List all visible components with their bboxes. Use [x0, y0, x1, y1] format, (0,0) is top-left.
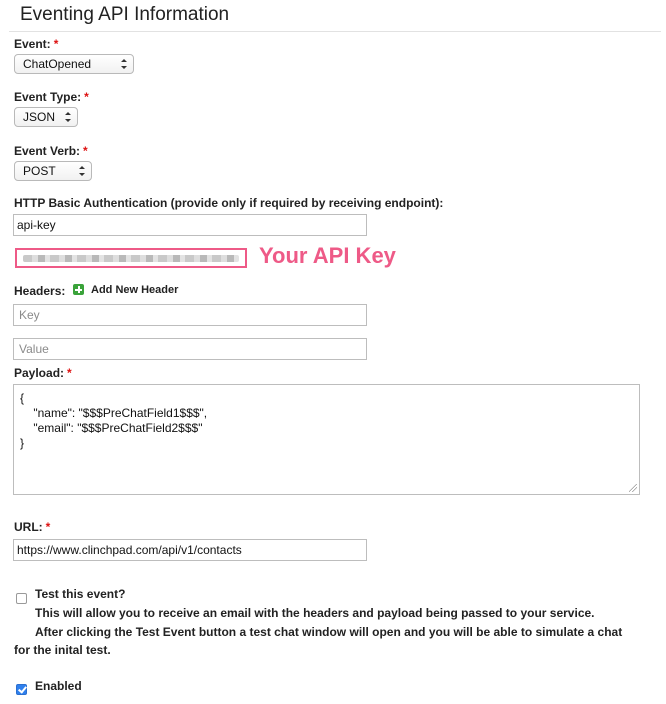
- enabled-label: Enabled: [35, 679, 82, 693]
- event-label: [14, 37, 58, 51]
- payload-line: "email": "$$$PreChatField2$$$": [20, 421, 203, 435]
- required-marker: *: [83, 144, 88, 158]
- header-key-input[interactable]: Key: [13, 304, 367, 326]
- test-event-description: for the inital test.: [14, 643, 111, 657]
- required-marker: *: [53, 37, 59, 51]
- payload-label-text: Payload:: [14, 366, 65, 380]
- api-key-annotation: Your API Key: [259, 243, 396, 268]
- required-marker: *: [84, 90, 89, 104]
- resize-grip-icon[interactable]: [629, 484, 637, 492]
- url-input[interactable]: https://www.clinchpad.com/api/v1/contacts: [13, 539, 367, 561]
- payload-line: "name": "$$$PreChatField1$$$",: [20, 406, 208, 420]
- section-title: Eventing API Information: [20, 4, 230, 25]
- url-label: [14, 520, 50, 534]
- select-arrows-icon: [64, 110, 72, 124]
- event-select-value: ChatOpened: [23, 57, 92, 71]
- event-type-label-text: Event Type:: [14, 90, 82, 104]
- payload-line: {: [20, 391, 25, 405]
- event-label-text: Event:: [14, 37, 51, 51]
- auth-label: HTTP Basic Authentication (provide only if required by receiving endpoint):: [14, 196, 444, 210]
- add-header-link[interactable]: Add New Header: [91, 284, 179, 296]
- payload-textarea[interactable]: [13, 384, 640, 495]
- payload-line: }: [20, 436, 25, 450]
- auth-username-input[interactable]: api-key: [13, 214, 367, 236]
- header-value-input[interactable]: Value: [13, 338, 367, 360]
- enabled-checkbox[interactable]: [16, 684, 27, 695]
- auth-password-input[interactable]: [15, 248, 247, 268]
- event-verb-label: [14, 144, 88, 158]
- event-verb-label-text: Event Verb:: [14, 144, 81, 158]
- headers-label: Headers:: [14, 284, 66, 298]
- title-divider: [9, 31, 661, 32]
- add-header-icon[interactable]: [73, 284, 84, 295]
- required-marker: *: [45, 520, 51, 534]
- event-select[interactable]: [14, 54, 134, 74]
- event-type-label: [14, 90, 89, 104]
- event-type-select-value: JSON: [23, 110, 56, 124]
- test-event-label: Test this event?: [35, 587, 126, 601]
- select-arrows-icon: [78, 164, 86, 178]
- masked-api-key: [23, 255, 239, 262]
- event-type-select[interactable]: [14, 107, 78, 127]
- payload-label: [14, 366, 72, 380]
- test-event-description: After clicking the Test Event button a test chat window will open and you will be able to simulate a chat: [35, 625, 623, 639]
- url-label-text: URL:: [14, 520, 43, 534]
- event-verb-select-value: POST: [23, 164, 56, 178]
- test-event-description: This will allow you to receive an email with the headers and payload being passed to your service.: [35, 606, 595, 620]
- test-event-checkbox[interactable]: [16, 593, 27, 604]
- select-arrows-icon: [120, 57, 128, 71]
- required-marker: *: [67, 366, 72, 380]
- event-verb-select[interactable]: [14, 161, 92, 181]
